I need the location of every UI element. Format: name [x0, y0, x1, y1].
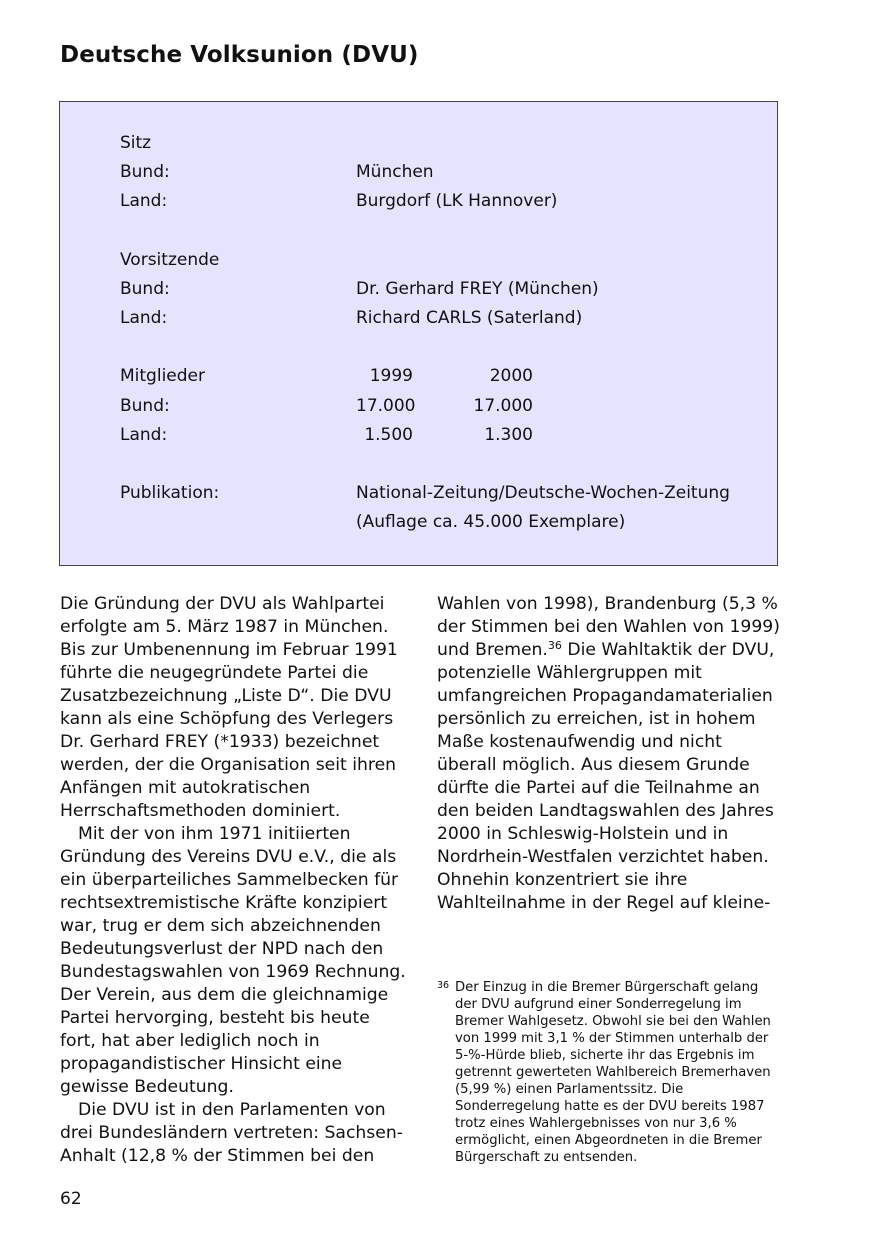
footnote-text: Der Einzug in die Bremer Bürgerschaft gelang der DVU aufgrund einer Sonderregelung im Bremer Wahlgesetz. Obwohl sie bei den Wahlen von 1999 mit 3,1 % der Stimmen unterhalb der 5-%-Hürde blieb, sicherte ihr das Ergebnis im getrennt gewerteten Wahlbereich Bremerhaven (5,99 %) einen Parlamentssitz. Die Sonderregelung hatte es der DVU bereits 1987 trotz eines Wahlergebnisses von nur 3,6 % ermöglicht, einen Abgeordneten in die Bremer Bürgerschaft zu entsenden.: [455, 980, 771, 1165]
paragraph: Die DVU ist in den Parlamenten von drei Bundesländern vertreten: Sachsen-Anhalt (12,8 % der Stimmen bei den: [60, 1100, 403, 1166]
publikation-label: Publikation:: [120, 483, 220, 503]
text-column-right: [437, 593, 782, 915]
mitglieder-land-label: Land:: [120, 425, 168, 445]
mitglieder-bund-label: Bund:: [120, 396, 170, 416]
vorsitzende-heading: Vorsitzende: [120, 250, 220, 270]
paragraph: [437, 593, 782, 915]
page-title: Deutsche Volksunion (DVU): [60, 42, 419, 68]
publikation-value-line1: National-Zeitung/Deutsche-Wochen-Zeitung: [356, 483, 730, 503]
sitz-land-value: Burgdorf (LK Hannover): [356, 191, 558, 211]
paragraph: Die Gründung der DVU als Wahlpartei erfolgte am 5. März 1987 in München. Bis zur Umbenennung im Februar 1991 führte die neugegründete Partei die Zusatzbezeichnung „Liste D“. Die DVU kann als eine Schöpfung des Verlegers Dr. Gerhard FREY (*1933) bezeichnet werden, der die Organisation seit ihren Anfängen mit autokratischen Herrschaftsmethoden dominiert.: [60, 594, 398, 821]
vorsitzende-bund-label: Bund:: [120, 279, 170, 299]
mitglieder-land-2000: 1.300: [484, 425, 533, 445]
sitz-heading: Sitz: [120, 133, 152, 153]
paragraph-text: Die Wahltaktik der DVU, potenzielle Wählergruppen mit umfangreichen Propagandamaterialien persönlich zu erreichen, ist in hohem Maße kostenaufwendig und nicht überall möglich. Aus diesem Grunde dürfte die Partei auf die Teilnahme an den beiden Landtagswahlen des Jahres 2000 in Schleswig-Holstein und in Nordrhein-Westfalen verzichtet haben. Ohnehin konzentriert sie ihre Wahlteilnahme in der Regel auf kleine-: [437, 640, 775, 913]
footnote-number: 36: [437, 980, 450, 991]
mitglieder-heading: Mitglieder: [120, 366, 205, 386]
vorsitzende-bund-value: Dr. Gerhard FREY (München): [356, 279, 599, 299]
page-number: 62: [60, 1189, 82, 1209]
mitglieder-bund-1999: 17.000: [356, 396, 416, 416]
footnote: [437, 979, 782, 1166]
mitglieder-bund-2000: 17.000: [473, 396, 533, 416]
footnote-reference[interactable]: 36: [547, 639, 562, 652]
party-info-box: [59, 101, 778, 566]
sitz-bund-value: München: [356, 162, 434, 182]
publikation-value-line2: (Auflage ca. 45.000 Exemplare): [356, 512, 626, 532]
vorsitzende-land-value: Richard CARLS (Saterland): [356, 308, 583, 328]
sitz-bund-label: Bund:: [120, 162, 170, 182]
mitglieder-year-1999: 1999: [369, 366, 413, 386]
mitglieder-land-1999: 1.500: [364, 425, 413, 445]
mitglieder-year-2000: 2000: [489, 366, 533, 386]
paragraph-text: Wahlen von 1998), Brandenburg (5,3 % der Stimmen bei den Wahlen von 1999) und Bremen.: [437, 594, 780, 660]
text-column-left: [60, 593, 410, 1168]
sitz-land-label: Land:: [120, 191, 168, 211]
vorsitzende-land-label: Land:: [120, 308, 168, 328]
paragraph: Mit der von ihm 1971 initiierten Gründung des Vereins DVU e.V., die als ein überparteiliches Sammelbecken für rechtsextremistische Kräfte konzipiert war, trug er dem sich abzeichnenden Bedeutungsverlust der NPD nach den Bundestagswahlen von 1969 Rechnung. Der Verein, aus dem die gleichnamige Partei hervorging, besteht bis heute fort, hat aber lediglich noch in propagandistischer Hinsicht eine gewisse Bedeutung.: [60, 824, 406, 1097]
